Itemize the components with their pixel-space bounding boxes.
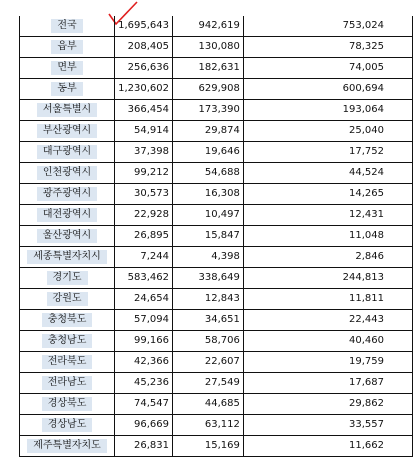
value-cell: 40,460 [243,331,412,352]
region-label: 부산광역시 [37,124,97,138]
value-cell: 15,847 [172,226,243,247]
value-cell: 27,549 [172,373,243,394]
value-cell: 58,706 [172,331,243,352]
value-cell: 942,619 [172,16,243,37]
table-row [20,58,413,79]
region-label: 전라남도 [42,376,93,390]
value-cell: 753,024 [243,16,412,37]
value-cell: 11,811 [243,289,412,310]
table-row [20,373,413,394]
value-cell: 17,752 [243,142,412,163]
value-cell: 16,308 [172,184,243,205]
table-row [20,268,413,289]
table-row [20,226,413,247]
table-row [20,79,413,100]
region-label: 인천광역시 [37,166,97,180]
region-cell [20,205,115,226]
total-cell: 45,236 [115,373,173,394]
value-cell: 78,325 [243,37,412,58]
value-cell: 338,649 [172,268,243,289]
total-cell: 30,573 [115,184,173,205]
region-label: 면부 [51,61,82,75]
region-cell [20,121,115,142]
table-row [20,121,413,142]
value-cell: 11,048 [243,226,412,247]
table-row [20,436,413,457]
value-cell: 4,398 [172,247,243,268]
value-cell: 600,694 [243,79,412,100]
region-label: 광주광역시 [37,187,97,201]
value-cell: 182,631 [172,58,243,79]
region-cell [20,352,115,373]
table-row [20,163,413,184]
table-row [20,352,413,373]
total-cell: 22,928 [115,205,173,226]
value-cell: 12,843 [172,289,243,310]
data-table [19,16,413,457]
value-cell: 12,431 [243,205,412,226]
table-row [20,289,413,310]
region-label: 전국 [51,19,82,33]
value-cell: 10,497 [172,205,243,226]
table-body [20,16,413,457]
value-cell: 74,005 [243,58,412,79]
region-label: 서울특별시 [37,103,97,117]
table-row [20,310,413,331]
value-cell: 19,759 [243,352,412,373]
value-cell: 130,080 [172,37,243,58]
total-cell: 54,914 [115,121,173,142]
region-cell [20,37,115,58]
region-cell [20,268,115,289]
table-row [20,37,413,58]
table-row [20,142,413,163]
region-label: 대전광역시 [37,208,97,222]
region-cell [20,436,115,457]
region-cell [20,142,115,163]
value-cell: 54,688 [172,163,243,184]
table-row [20,247,413,268]
region-cell [20,16,115,37]
total-cell: 99,212 [115,163,173,184]
region-cell [20,58,115,79]
value-cell: 44,685 [172,394,243,415]
region-cell [20,310,115,331]
region-label: 충청남도 [42,334,93,348]
value-cell: 29,862 [243,394,412,415]
table-row [20,394,413,415]
region-label: 경상북도 [42,397,93,411]
value-cell: 34,651 [172,310,243,331]
value-cell: 11,662 [243,436,412,457]
total-cell: 26,831 [115,436,173,457]
region-label: 대구광역시 [37,145,97,159]
region-label: 경기도 [47,271,88,285]
total-cell: 366,454 [115,100,173,121]
total-cell: 256,636 [115,58,173,79]
value-cell: 629,908 [172,79,243,100]
total-cell: 42,366 [115,352,173,373]
region-cell [20,163,115,184]
value-cell: 44,524 [243,163,412,184]
table-row [20,184,413,205]
total-cell: 37,398 [115,142,173,163]
region-label: 읍부 [51,40,82,54]
total-cell: 26,895 [115,226,173,247]
table-row [20,100,413,121]
table-row [20,331,413,352]
total-cell: 24,654 [115,289,173,310]
region-cell [20,226,115,247]
value-cell: 14,265 [243,184,412,205]
total-cell: 208,405 [115,37,173,58]
table-row [20,205,413,226]
value-cell: 25,040 [243,121,412,142]
region-cell [20,373,115,394]
value-cell: 22,607 [172,352,243,373]
region-cell [20,184,115,205]
total-cell: 1,230,602 [115,79,173,100]
value-cell: 244,813 [243,268,412,289]
value-cell: 15,169 [172,436,243,457]
region-label: 세종특별자치시 [27,250,107,264]
table-row [20,415,413,436]
region-label: 전라북도 [42,355,93,369]
region-cell [20,394,115,415]
region-label: 경상남도 [42,418,93,432]
region-cell [20,79,115,100]
total-cell: 96,669 [115,415,173,436]
total-cell: 583,462 [115,268,173,289]
total-cell: 99,166 [115,331,173,352]
region-cell [20,331,115,352]
value-cell: 63,112 [172,415,243,436]
value-cell: 17,687 [243,373,412,394]
total-cell: 7,244 [115,247,173,268]
region-label: 제주특별자치도 [27,439,107,453]
value-cell: 193,064 [243,100,412,121]
value-cell: 33,557 [243,415,412,436]
region-cell [20,100,115,121]
region-cell [20,247,115,268]
table-row [20,16,413,37]
region-label: 강원도 [47,292,88,306]
region-cell [20,415,115,436]
region-label: 동부 [51,82,82,96]
region-label: 울산광역시 [37,229,97,243]
value-cell: 22,443 [243,310,412,331]
value-cell: 29,874 [172,121,243,142]
value-cell: 2,846 [243,247,412,268]
total-cell: 74,547 [115,394,173,415]
total-cell: 1,695,643 [115,16,173,37]
region-cell [20,289,115,310]
region-label: 충청북도 [42,313,93,327]
total-cell: 57,094 [115,310,173,331]
value-cell: 19,646 [172,142,243,163]
value-cell: 173,390 [172,100,243,121]
